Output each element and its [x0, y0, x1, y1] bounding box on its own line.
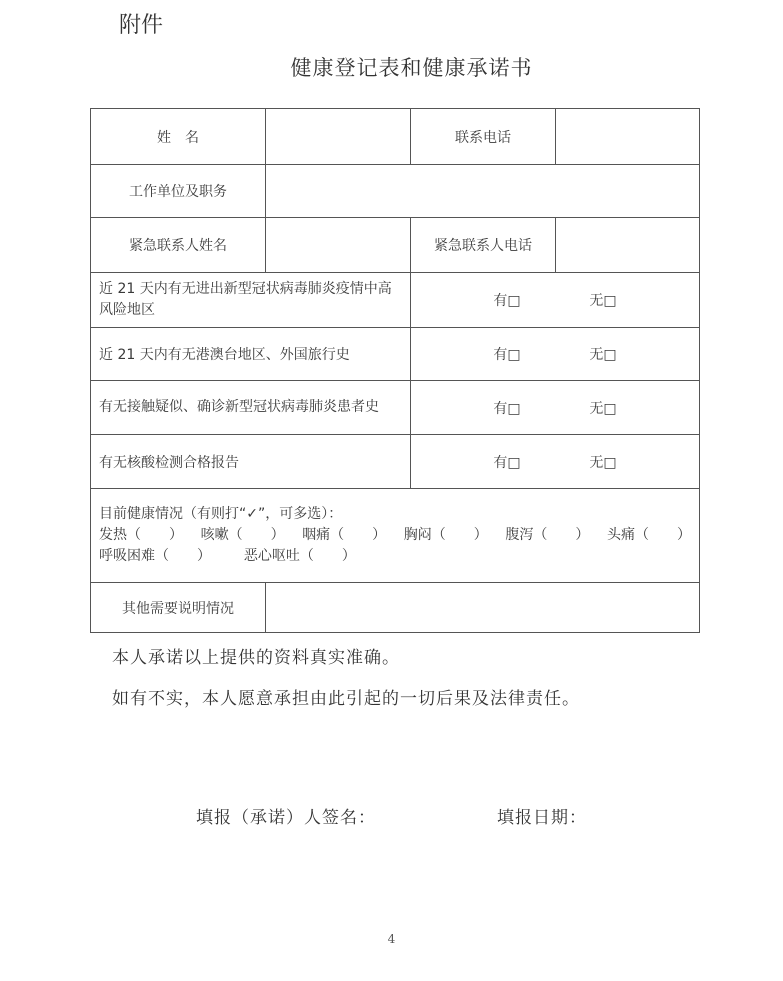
other-info-field[interactable] [266, 583, 700, 633]
attachment-label: 附件 [119, 13, 164, 38]
no-checkbox[interactable]: 无□ [589, 454, 617, 471]
symptom-sore-throat[interactable]: 咽痛（ ） [302, 527, 387, 543]
health-status-cell [91, 489, 700, 583]
no-checkbox[interactable]: 无□ [589, 293, 617, 309]
yes-checkbox[interactable]: 有□ [493, 400, 521, 417]
emergency-phone-label: 紧急联系人电话 [411, 218, 556, 273]
question-high-risk-area: 近 21 天内有无进出新型冠状病毒肺炎疫情中高风险地区 [91, 273, 411, 328]
date-label: 填报日期： [497, 808, 587, 828]
phone-field[interactable] [556, 109, 700, 165]
question-patient-contact: 有无接触疑似、确诊新型冠状病毒肺炎患者史 [91, 381, 411, 435]
phone-label: 联系电话 [411, 109, 556, 165]
signer-label: 填报（承诺）人签名： [196, 808, 376, 828]
pledge-line-1: 本人承诺以上提供的资料真实准确。 [112, 648, 400, 668]
health-registration-table [90, 108, 700, 633]
symptom-chest-tightness[interactable]: 胸闷（ ） [403, 527, 488, 543]
workplace-label: 工作单位及职务 [91, 165, 266, 218]
question-nucleic-acid-test: 有无核酸检测合格报告 [91, 435, 411, 489]
yes-checkbox[interactable]: 有□ [493, 454, 521, 471]
page-title: 健康登记表和健康承诺书 [290, 56, 533, 80]
workplace-field[interactable] [266, 165, 700, 218]
name-field[interactable] [266, 109, 411, 165]
answer-cell [411, 328, 700, 381]
symptom-fever[interactable]: 发热（ ） [99, 527, 183, 543]
page-number: 4 [387, 932, 396, 946]
symptom-diarrhea[interactable]: 腹泻（ ） [505, 527, 590, 543]
yes-checkbox[interactable]: 有□ [493, 293, 521, 309]
symptom-headache[interactable]: 头痛（ ） [606, 527, 691, 543]
emergency-phone-field[interactable] [556, 218, 700, 273]
question-travel-history: 近 21 天内有无港澳台地区、外国旅行史 [91, 328, 411, 381]
emergency-name-field[interactable] [266, 218, 411, 273]
health-status-label: 目前健康情况（有则打“✓”，可多选）： [99, 506, 343, 522]
pledge-line-2: 如有不实，本人愿意承担由此引起的一切后果及法律责任。 [112, 689, 580, 709]
yes-checkbox[interactable]: 有□ [493, 347, 521, 363]
symptom-nausea-vomiting[interactable]: 恶心呕吐（ ） [243, 548, 356, 564]
answer-cell [411, 381, 700, 435]
emergency-name-label: 紧急联系人姓名 [91, 218, 266, 273]
name-label: 姓 名 [91, 109, 266, 165]
answer-cell [411, 435, 700, 489]
answer-cell [411, 273, 700, 328]
symptom-breathing-difficulty[interactable]: 呼吸困难（ ） [99, 548, 211, 564]
symptom-row [99, 546, 691, 567]
other-info-label: 其他需要说明情况 [91, 583, 266, 633]
no-checkbox[interactable]: 无□ [589, 400, 617, 417]
no-checkbox[interactable]: 无□ [589, 347, 617, 363]
symptom-row [99, 525, 691, 546]
symptom-cough[interactable]: 咳嗽（ ） [200, 527, 285, 543]
